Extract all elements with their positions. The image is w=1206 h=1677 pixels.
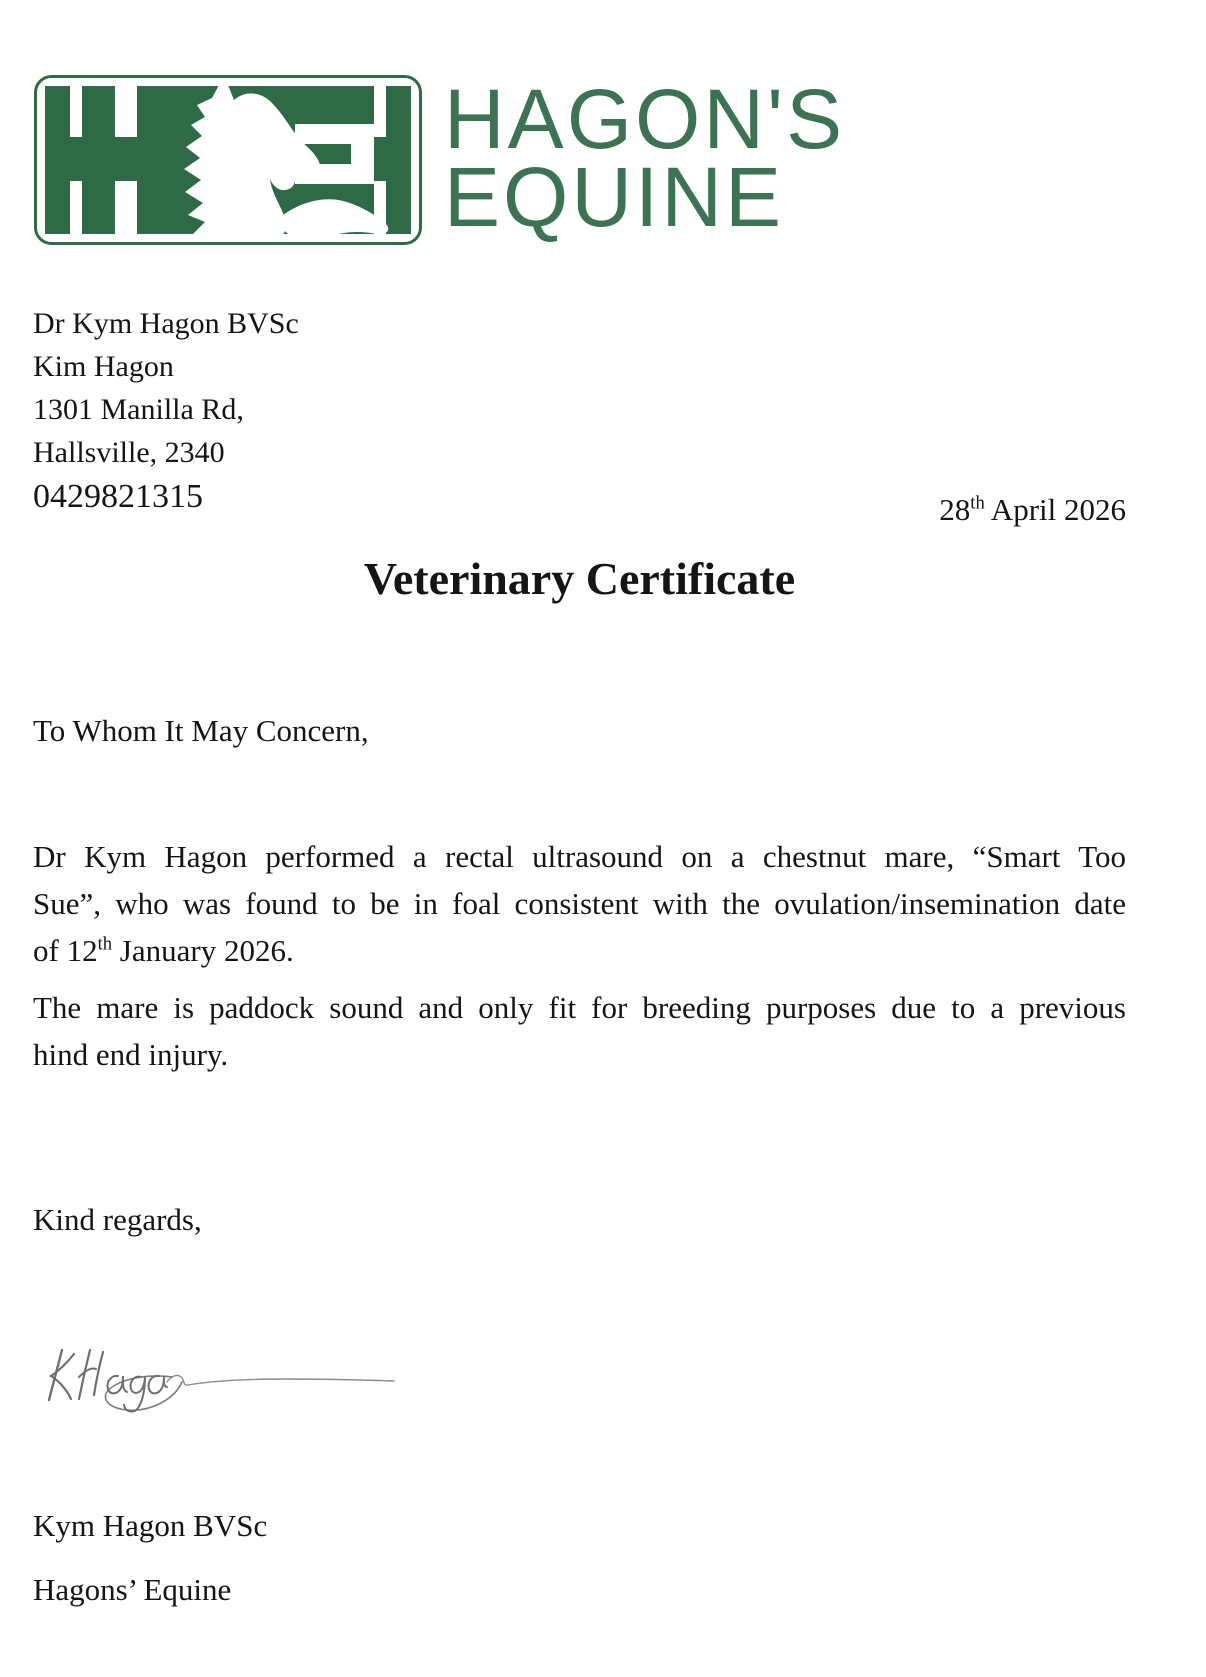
signoff-name: Kym Hagon BVSc [33,1508,268,1543]
sender-street: 1301 Manilla Rd, [33,393,244,426]
brand-line-2: EQUINE [444,150,785,244]
date-day: 28 [939,492,971,527]
company-logo [33,74,423,246]
paragraph1-line2: Sue”, who was found to be in foal consistent with the ovulation/insemination date [33,886,1126,921]
sender-phone: 0429821315 [33,478,203,515]
paragraph1-line3-rest: January 2026. [112,933,294,968]
body-paragraph-2 [33,984,1126,1078]
paragraph1-line3-text: of 12 [33,933,98,968]
paragraph1-line3 [33,927,1126,974]
brand-line-1: HAGON'S [444,72,846,166]
signature-icon [42,1322,407,1422]
brand-wordmark [444,72,846,244]
date-ordinal: th [970,492,985,514]
paragraph2-line2: hind end injury. [33,1037,229,1072]
horse-monogram-icon [33,74,423,246]
letter-date [33,492,1126,528]
sender-address-block [33,302,299,520]
sender-name: Dr Kym Hagon BVSc [33,307,299,340]
date-rest: April 2026 [984,492,1126,527]
signoff-company: Hagons’ Equine [33,1572,232,1607]
page-title: Veterinary Certificate [363,553,796,604]
sender-suburb: Hallsville, 2340 [33,436,225,469]
paragraph1-line1: Dr Kym Hagon performed a rectal ultrasound on a chestnut mare, “Smart Too [33,839,1126,874]
sender-contact-name: Kim Hagon [33,350,174,383]
body-paragraph-1 [33,833,1126,974]
salutation: To Whom It May Concern, [33,713,369,748]
paragraph2-line1: The mare is paddock sound and only fit for breeding purposes due to a previous [33,990,1126,1025]
handwritten-signature [42,1322,407,1422]
closing: Kind regards, [33,1202,202,1237]
paragraph1-ordinal: th [97,933,113,955]
